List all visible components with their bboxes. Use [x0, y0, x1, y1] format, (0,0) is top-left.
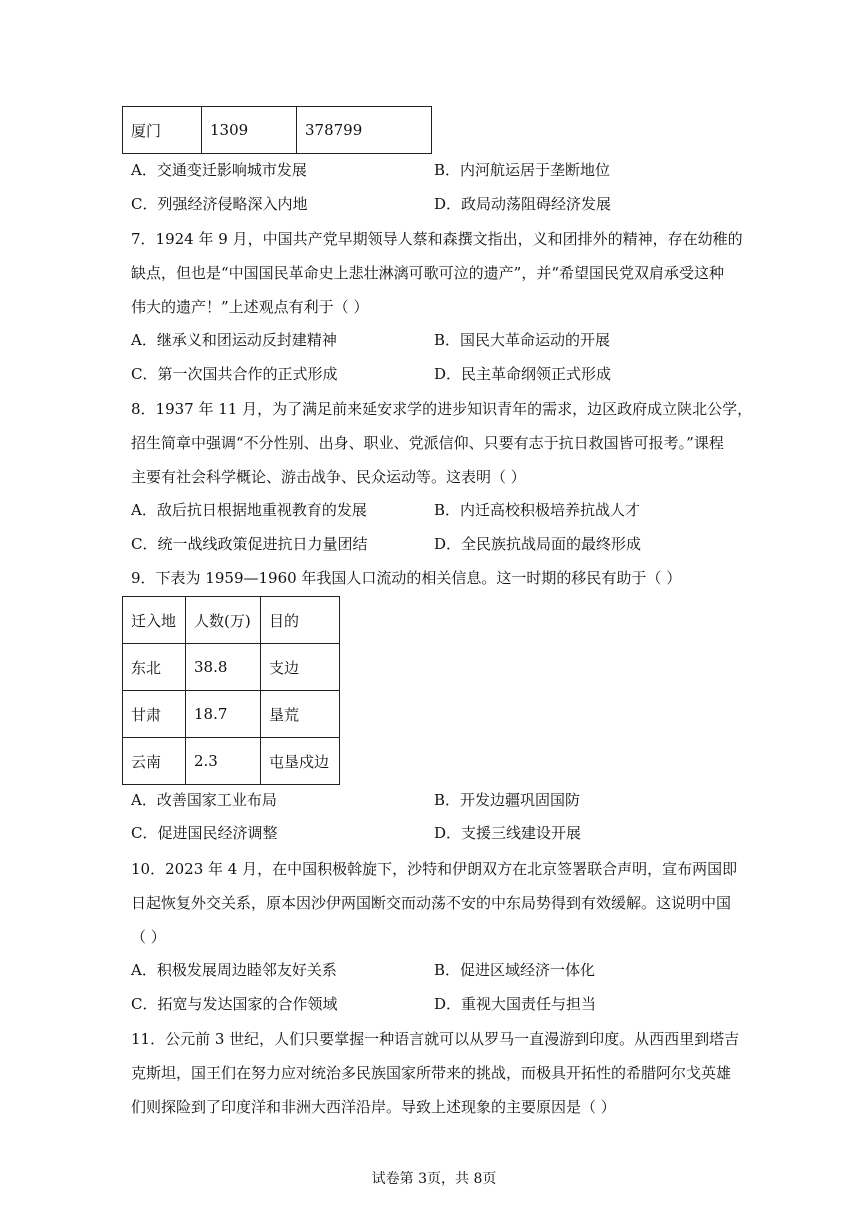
question-7-stem: [131, 222, 743, 324]
table-cell: 支边: [261, 644, 340, 691]
q6-option-a: A．交通变迁影响城市发展: [131, 161, 307, 179]
q8-option-b: B．内迁高校积极培养抗战人才: [434, 501, 641, 519]
q9-option-d: D．支援三线建设开展: [434, 824, 582, 842]
table-row: [123, 691, 340, 738]
question-11-stem: [131, 1022, 739, 1124]
stem-line: 8．1937 年 11 月，为了满足前来延安求学的进步知识青年的需求，边区政府成立陕北公学，: [131, 400, 753, 418]
q7-option-c: C．第一次国共合作的正式形成: [131, 365, 338, 383]
question-9-stem: 9．下表为 1959—1960 年我国人口流动的相关信息。这一时期的移民有助于（ ）: [131, 569, 682, 587]
table-cell: 云南: [123, 738, 186, 785]
stem-line: 伟大的遗产！”上述观点有利于（ ）: [131, 298, 369, 316]
q8-option-c: C．统一战线政策促进抗日力量团结: [131, 535, 368, 553]
question-8-stem: [131, 392, 753, 494]
table-cell: 屯垦戍边: [261, 738, 340, 785]
stem-line: 招生简章中强调“不分性别、出身、职业、党派信仰、只要有志于抗日救国皆可报考。”课程: [131, 434, 724, 452]
table-cell: 38.8: [186, 644, 261, 691]
stem-line: 们则探险到了印度洋和非洲大西洋沿岸。导致上述现象的主要原因是（ ）: [131, 1098, 616, 1116]
q10-option-b: B．促进区域经济一体化: [434, 961, 596, 979]
data-table-continued: [122, 106, 432, 154]
q9-option-c: C．促进国民经济调整: [131, 824, 278, 842]
stem-line: （ ）: [131, 928, 166, 946]
q8-option-d: D．全民族抗战局面的最终形成: [434, 535, 642, 553]
q10-option-d: D．重视大国责任与担当: [434, 995, 597, 1013]
q8-option-a: A．敌后抗日根据地重视教育的发展: [131, 501, 367, 519]
table-cell: 18.7: [186, 691, 261, 738]
table-row: [123, 107, 432, 154]
q7-option-b: B．国民大革命运动的开展: [434, 331, 611, 349]
table-header-cell: 目的: [261, 597, 340, 644]
table-header-cell: 人数(万): [186, 597, 261, 644]
q10-option-a: A．积极发展周边睦邻友好关系: [131, 961, 337, 979]
q10-option-c: C．拓宽与发达国家的合作领域: [131, 995, 338, 1013]
q7-option-a: A．继承义和团运动反封建精神: [131, 331, 337, 349]
stem-line: 主要有社会科学概论、游击战争、民众运动等。这表明（ ）: [131, 468, 526, 486]
table-row: [123, 644, 340, 691]
q9-option-a: A．改善国家工业布局: [131, 791, 277, 809]
table-cell: 甘肃: [123, 691, 186, 738]
stem-line: 克斯坦，国王们在努力应对统治多民族国家所带来的挑战，而极具开拓性的希腊阿尔戈英雄: [131, 1064, 732, 1082]
page-footer: 试卷第 3页，共 8页: [371, 1171, 497, 1187]
table-cell: 378799: [297, 107, 432, 154]
q6-option-c: C．列强经济侵略深入内地: [131, 195, 308, 213]
table-cell: 2.3: [186, 738, 261, 785]
stem-line: 10．2023 年 4 月，在中国积极斡旋下，沙特和伊朗双方在北京签署联合声明，宣布两国即: [131, 860, 738, 878]
table-cell: 东北: [123, 644, 186, 691]
table-row: [123, 738, 340, 785]
stem-line: 日起恢复外交关系，原本因沙伊两国断交而动荡不安的中东局势得到有效缓解。这说明中国: [131, 894, 732, 912]
question-10-stem: [131, 852, 739, 954]
table-cell: 1309: [202, 107, 297, 154]
q9-option-b: B．开发边疆巩固国防: [434, 791, 581, 809]
table-header-row: [123, 597, 340, 644]
q7-option-d: D．民主革命纲领正式形成: [434, 365, 612, 383]
stem-line: 11．公元前 3 世纪，人们只要掌握一种语言就可以从罗马一直漫游到印度。从西西里到塔吉: [131, 1030, 740, 1048]
q6-option-d: D．政局动荡阻碍经济发展: [434, 195, 612, 213]
table-header-cell: 迁入地: [123, 597, 186, 644]
migration-table: [122, 596, 340, 785]
table-cell: 厦门: [123, 107, 202, 154]
stem-line: 缺点，但也是“中国国民革命史上悲壮淋漓可歌可泣的遗产”，并“希望国民党双肩承受这种: [131, 264, 725, 282]
table-cell: 垦荒: [261, 691, 340, 738]
q6-option-b: B．内河航运居于垄断地位: [434, 161, 611, 179]
stem-line: 7．1924 年 9 月，中国共产党早期领导人蔡和森撰文指出，义和团排外的精神，存在幼稚的: [131, 230, 743, 248]
